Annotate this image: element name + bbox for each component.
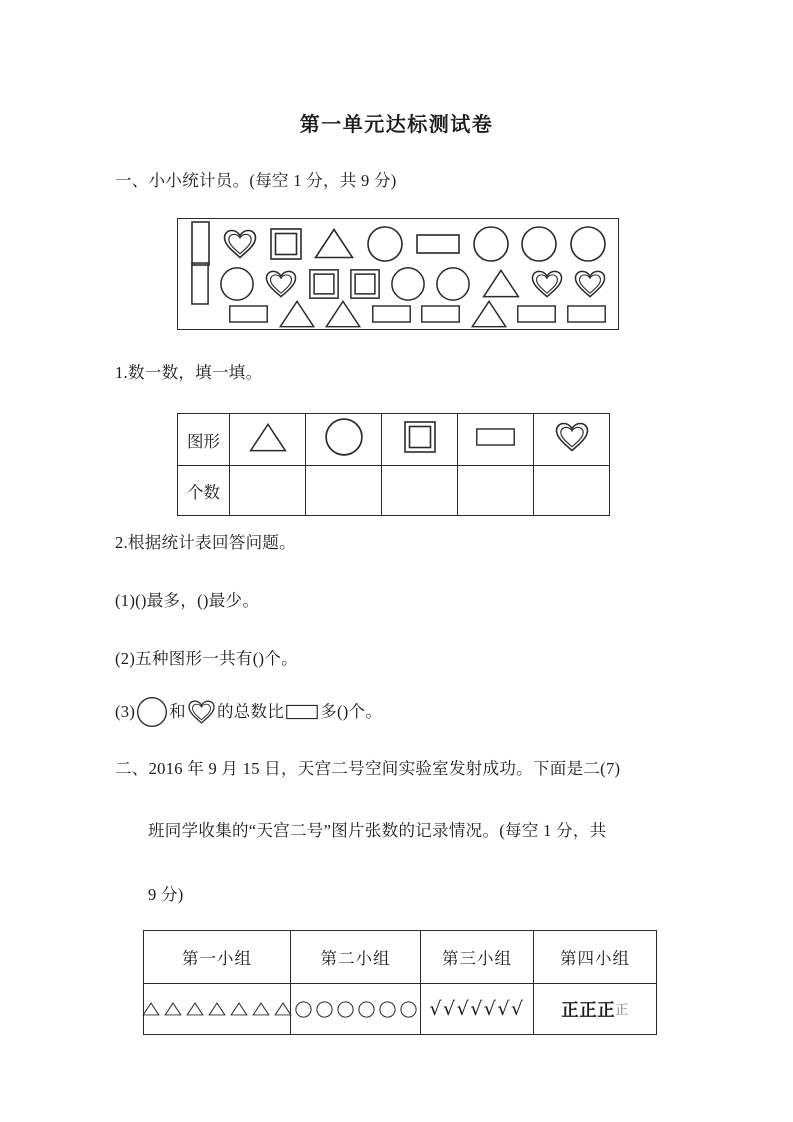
triangle-shape — [274, 1002, 292, 1016]
shape-box-row-3 — [190, 302, 607, 326]
circle-shape — [400, 1001, 417, 1018]
count-blank-cell-square — [382, 466, 458, 516]
triangle-shape — [142, 1002, 160, 1016]
count-table — [177, 413, 610, 516]
record-table-header-row — [144, 931, 657, 984]
square-shape — [403, 420, 437, 454]
circle-shape — [358, 1001, 375, 1018]
heart-shape — [222, 228, 258, 260]
circle-shape — [136, 696, 168, 728]
triangle-shape — [208, 1002, 226, 1016]
item3-text-and: 和 — [169, 701, 186, 721]
triangle-shape — [248, 422, 288, 453]
circle-shape — [324, 417, 364, 457]
rect-h-shape — [475, 427, 516, 447]
heart-shape — [264, 269, 298, 299]
shape-collection-box — [177, 218, 619, 330]
count-table-row-header-shape: 图形 — [178, 414, 230, 466]
rect-h-shape — [516, 304, 557, 324]
record-table-header-group2: 第二小组 — [291, 931, 421, 984]
rect-h-shape — [420, 304, 461, 324]
circle-shape — [569, 225, 607, 263]
heart-shape — [573, 269, 607, 299]
record-table-header-group1: 第一小组 — [144, 931, 291, 984]
rect-h-shape — [566, 304, 607, 324]
count-blank-cell-triangle — [230, 466, 306, 516]
triangle-marks — [144, 1002, 290, 1016]
triangle-shape — [313, 227, 355, 260]
record-table-marks-row — [144, 984, 657, 1035]
question-2-item-3 — [115, 695, 793, 729]
triangle-shape — [252, 1002, 270, 1016]
triangle-shape — [278, 299, 316, 329]
circle-shape — [390, 266, 426, 302]
circle-shape — [379, 1001, 396, 1018]
section-two-line-1: 二、2016 年 9 月 15 日，天宫二号空间实验室发射成功。下面是二(7) — [115, 759, 621, 779]
shape-box-row-1 — [190, 222, 607, 266]
circle-marks — [291, 1001, 420, 1018]
item3-prefix: (3) — [115, 701, 136, 721]
circle-shape — [219, 266, 255, 302]
triangle-shape — [164, 1002, 182, 1016]
rect-v-shape — [190, 261, 210, 306]
triangle-shape — [186, 1002, 204, 1016]
group3-checkmarks-cell: √√√√√√√ — [421, 984, 534, 1035]
question-2-item-1: (1)()最多，()最少。 — [115, 590, 260, 610]
count-table-square-cell — [382, 414, 458, 466]
circle-shape — [472, 225, 510, 263]
triangle-shape — [470, 299, 508, 329]
record-table-header-group3: 第三小组 — [421, 931, 534, 984]
rect-h-shape — [415, 233, 461, 255]
question-2-item-2: (2)五种图形一共有()个。 — [115, 648, 298, 668]
item3-text-compare: 的总数比 — [216, 701, 285, 721]
square-shape — [308, 268, 340, 300]
group1-triangle-marks-cell — [144, 984, 291, 1035]
page-title: 第一单元达标测试卷 — [299, 114, 494, 136]
section-two-line-2: 班同学收集的“天宫二号”图片张数的记录情况。(每空 1 分，共 — [148, 820, 607, 840]
circle-shape — [295, 1001, 312, 1018]
shape-box-row-2 — [190, 266, 607, 302]
triangle-shape — [230, 1002, 248, 1016]
question-1-label: 1.数一数，填一填。 — [115, 362, 263, 382]
count-table-shape-row — [178, 414, 610, 466]
square-shape — [349, 268, 381, 300]
count-table-rectangle-cell — [458, 414, 534, 466]
record-table-header-group4: 第四小组 — [534, 931, 657, 984]
circle-shape — [316, 1001, 333, 1018]
item3-suffix: 多()个。 — [320, 701, 383, 721]
circle-icon — [135, 696, 169, 728]
triangle-shape — [324, 299, 362, 329]
count-blank-cell-rectangle — [458, 466, 534, 516]
section-one-heading: 一、小小统计员。(每空 1 分，共 9 分) — [115, 171, 397, 190]
circle-shape — [366, 225, 404, 263]
rect-v-shape — [190, 220, 211, 267]
count-blank-cell-circle — [306, 466, 382, 516]
count-table-heart-cell — [534, 414, 610, 466]
record-table — [143, 930, 657, 1035]
rectangle-icon — [284, 704, 320, 720]
rect-h-shape — [371, 304, 412, 324]
section-two-line-3: 9 分) — [148, 885, 184, 905]
count-table-triangle-cell — [230, 414, 306, 466]
triangle-shape — [481, 268, 521, 299]
heart-shape — [187, 699, 216, 725]
circle-shape — [337, 1001, 354, 1018]
heart-icon — [186, 699, 217, 725]
group2-circle-marks-cell — [291, 984, 421, 1035]
tally-full: 正正正 — [561, 999, 616, 1020]
question-2-label: 2.根据统计表回答问题。 — [115, 533, 296, 553]
heart-shape — [554, 421, 590, 453]
group4-tally-cell — [534, 984, 657, 1035]
tally-partial: 正 — [615, 1001, 629, 1017]
count-table-circle-cell — [306, 414, 382, 466]
count-table-count-row — [178, 466, 610, 516]
rect-h-shape — [228, 304, 269, 324]
square-shape — [269, 227, 303, 261]
circle-shape — [520, 225, 558, 263]
count-table-row-header-count: 个数 — [178, 466, 230, 516]
count-blank-cell-heart — [534, 466, 610, 516]
circle-shape — [435, 266, 471, 302]
rect-h-shape — [285, 704, 319, 720]
heart-shape — [530, 269, 564, 299]
